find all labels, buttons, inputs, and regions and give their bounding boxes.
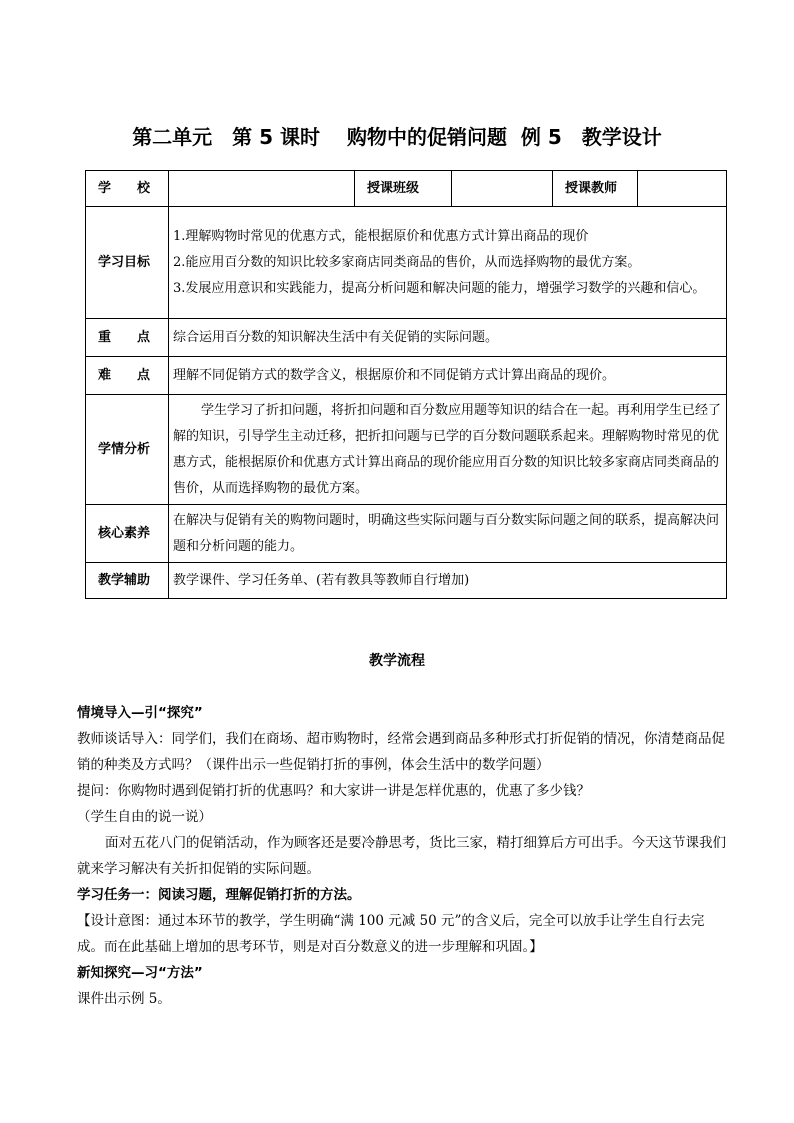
free-talk-text: （学生自由的说一说） [77,809,212,825]
goal-item: 1.理解购物时常见的优惠方式，能根据原价和优惠方式计算出商品的现价 [173,228,589,244]
intro-heading: 情境导入—引“探究” [77,705,203,721]
analysis-label: 学情分析 [86,395,169,505]
task1-heading: 学习任务一：阅读习题，理解促销打折的方法。 [77,887,361,903]
key-label: 重 点 [86,319,169,357]
key-value: 综合运用百分数的知识解决生活中有关促销的实际问题。 [169,319,727,357]
school-label: 学 校 [86,171,169,207]
flow-heading: 教学流程 [369,653,425,669]
goal-item: 3.发展应用意识和实践能力，提高分析问题和解决问题的能力，增强学习数学的兴趣和信心。 [173,280,706,296]
aids-value: 教学课件、学习任务单、(若有教具等教师自行增加) [169,563,727,599]
goals-label: 学习目标 [86,207,169,319]
class-value[interactable] [452,171,553,207]
teacher-label: 授课教师 [553,171,638,207]
aids-label: 教学辅助 [86,563,169,599]
teacher-value[interactable] [638,171,727,207]
goal-item: 2.能应用百分数的知识比较多家商店同类商品的售价，从而选择购物的最优方案。 [173,254,641,270]
transition-text: 面对五花八门的促销活动，作为顾客还是要冷静思考，货比三家，精打细算后方可出手。今天这节课我们就来学习解决有关折扣促销的实际问题。 [77,835,726,877]
core-label: 核心素养 [86,505,169,563]
question-text: 提问：你购物时遇到促销打折的优惠吗？和大家讲一讲是怎样优惠的，优惠了多少钱？ [77,783,590,799]
teaching-flow [77,700,727,1012]
goals-cell [169,207,727,319]
school-value[interactable] [169,171,355,207]
difficult-value: 理解不同促销方式的数学含义，根据原价和不同促销方式计算出商品的现价。 [169,357,727,395]
example-text: 课件出示例 5。 [77,991,171,1007]
explore-heading: 新知探究—习“方法” [77,965,203,981]
core-value: 在解决与促销有关的购物问题时，明确这些实际问题与百分数实际问题之间的联系，提高解决问题和分析问题的能力。 [169,505,727,563]
page-title: 第二单元 第 5 课时 购物中的促销问题 例 5 教学设计 [132,125,662,149]
analysis-value: 学生学习了折扣问题，将折扣问题和百分数应用题等知识的结合在一起。再利用学生已经了解的知识，引导学生主动迁移，把折扣问题与已学的百分数问题联系起来。理解购物时常见的优惠方式，能根据原价和优惠方式计算出商品的现价能应用百分数的知识比较多家商店同类商品的售价，从而选择购物的最优方案。 [169,395,727,505]
design-intent-text: 【设计意图：通过本环节的教学，学生明确“满 100 元减 50 元”的含义后，完全可以放手让学生自行去完成。而在此基础上增加的思考环节，则是对百分数意义的进一步理解和巩固。】 [77,913,705,955]
class-label: 授课班级 [355,171,452,207]
intro-text: 教师谈话导入：同学们，我们在商场、超市购物时，经常会遇到商品多种形式打折促销的情况，你清楚商品促销的种类及方式吗？（课件出示一些促销打折的事例，体会生活中的数学问题） [77,731,725,773]
difficult-label: 难 点 [86,357,169,395]
lesson-info-table [85,170,727,599]
